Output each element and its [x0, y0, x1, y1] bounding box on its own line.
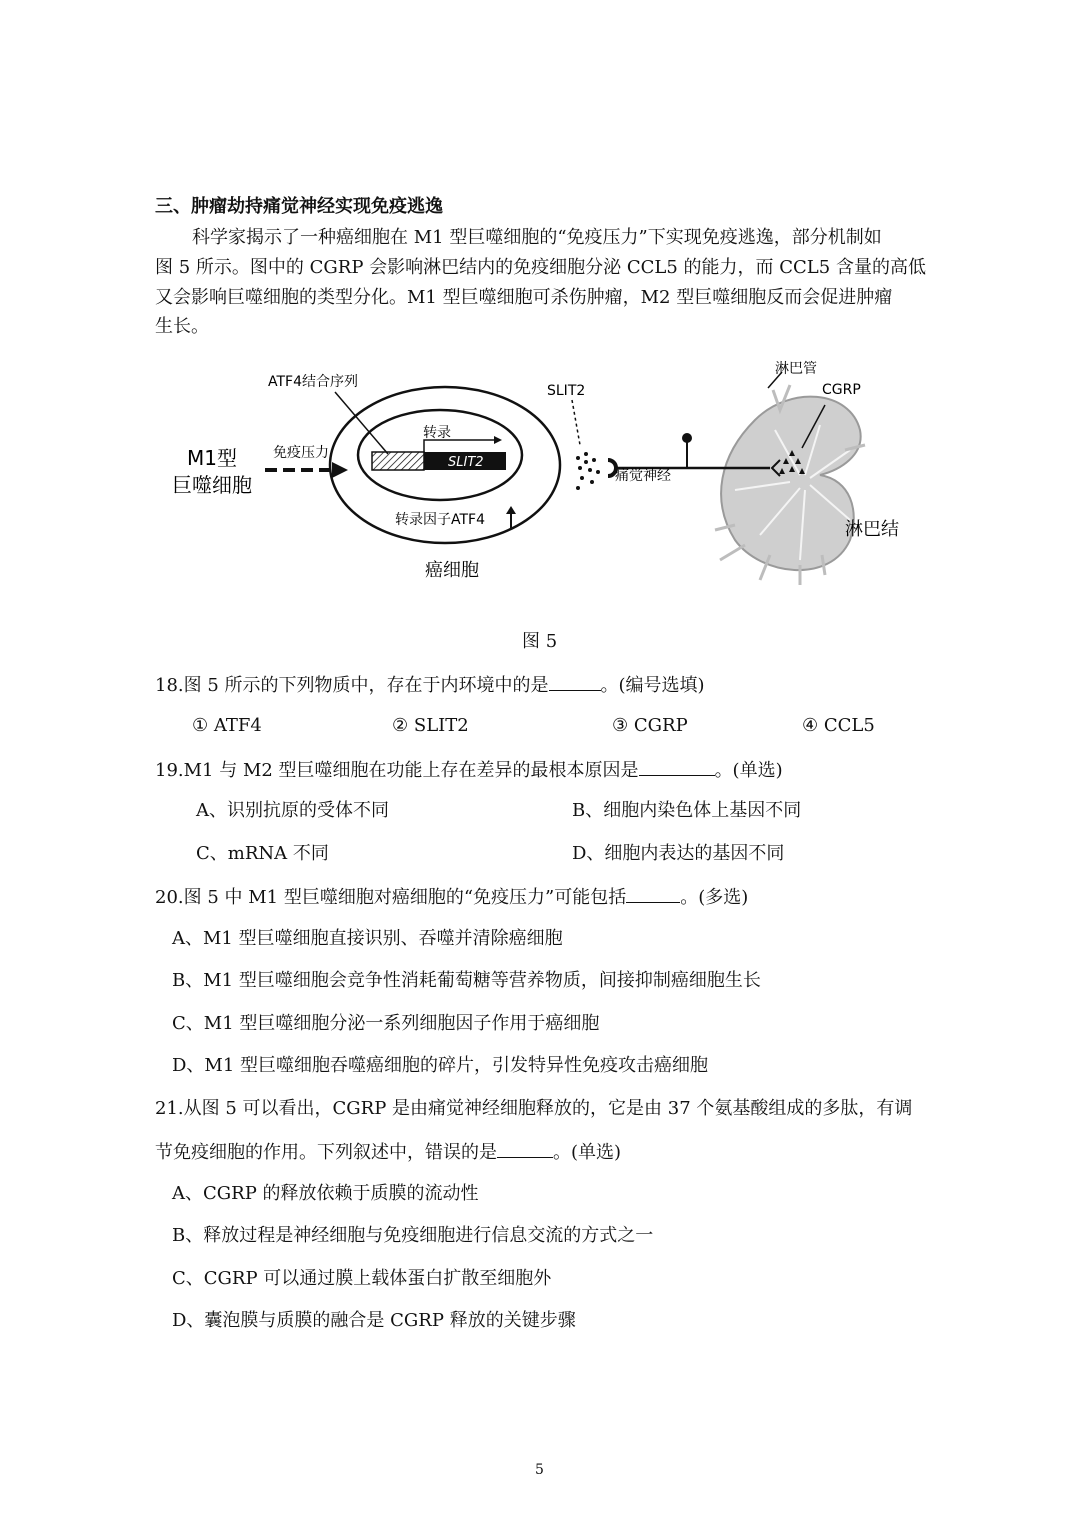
- q18-answer-blank[interactable]: [549, 674, 601, 691]
- q19-option-d: D、细胞内表达的基因不同: [572, 843, 785, 864]
- q20-stem-suffix: 。(多选): [680, 887, 749, 908]
- slit2-secreted-dots: [576, 452, 600, 490]
- intro-line-1: 科学家揭示了一种癌细胞在 M1 型巨噬细胞的“免疫压力”下实现免疫逃逸，部分机制如: [192, 227, 882, 248]
- q19-stem-text: 19.M1 与 M2 型巨噬细胞在功能上存在差异的最根本原因是: [155, 760, 639, 781]
- page-number: 5: [535, 1462, 544, 1478]
- figure-5-diagram: [160, 350, 920, 610]
- label-slit2: SLIT2: [547, 383, 586, 399]
- q21-answer-blank[interactable]: [497, 1141, 553, 1158]
- q21-option-c: C、CGRP 可以通过膜上载体蛋白扩散至细胞外: [172, 1268, 552, 1289]
- q19-stem-suffix: 。(单选): [714, 760, 783, 781]
- q19-option-c: C、mRNA 不同: [196, 843, 329, 864]
- label-cgrp: CGRP: [822, 382, 861, 398]
- q18-option-3: ③ CGRP: [612, 715, 688, 736]
- q21-stem-line-2: [155, 1141, 621, 1163]
- q19-answer-blank[interactable]: [639, 759, 715, 776]
- label-slit2-gene: SLIT2: [448, 455, 484, 470]
- q20-stem-text: 20.图 5 中 M1 型巨噬细胞对癌细胞的“免疫压力”可能包括: [155, 887, 627, 908]
- q18-option-2: ② SLIT2: [392, 715, 469, 736]
- label-immune-pressure: 免疫压力: [273, 445, 329, 461]
- intro-line-3: 又会影响巨噬细胞的类型分化。M1 型巨噬细胞可杀伤肿瘤，M2 型巨噬细胞反而会促进肿瘤: [155, 287, 893, 308]
- q20-option-c: C、M1 型巨噬细胞分泌一系列细胞因子作用于癌细胞: [172, 1013, 600, 1034]
- atf4-binding-sequence-box: [372, 452, 424, 470]
- q19-option-b: B、细胞内染色体上基因不同: [572, 800, 802, 821]
- label-transcription: 转录: [423, 425, 451, 441]
- label-lymph-vessel: 淋巴管: [775, 361, 817, 377]
- label-cancer-cell: 癌细胞: [425, 560, 479, 581]
- q20-option-b: B、M1 型巨噬细胞会竞争性消耗葡萄糖等营养物质，间接抑制癌细胞生长: [172, 970, 761, 991]
- q21-option-a: A、CGRP 的释放依赖于质膜的流动性: [172, 1183, 479, 1204]
- label-lymph-node: 淋巴结: [845, 519, 899, 540]
- q20-stem: [155, 886, 748, 908]
- label-atf4-binding-sequence: ATF4结合序列: [268, 374, 359, 390]
- q18-option-1: ① ATF4: [192, 715, 262, 736]
- immune-pressure-arrow: [265, 462, 348, 478]
- q18-stem-suffix: 。(编号选填): [600, 675, 705, 696]
- q21-option-d: D、囊泡膜与质膜的融合是 CGRP 释放的关键步骤: [172, 1310, 576, 1331]
- q18-stem: [155, 674, 705, 696]
- figure-caption: 图 5: [522, 631, 558, 652]
- q21-stem-line-1: 21.从图 5 可以看出，CGRP 是由痛觉神经细胞释放的，它是由 37 个氨基酸组成的多肽，有调: [155, 1098, 913, 1119]
- lymph-node-graphic: [715, 385, 865, 585]
- label-pain-nerve: 痛觉神经: [615, 468, 671, 484]
- label-tf-atf4: 转录因子ATF4: [395, 512, 486, 528]
- q21-stem-text: 节免疫细胞的作用。下列叙述中，错误的是: [155, 1142, 497, 1163]
- q20-option-a: A、M1 型巨噬细胞直接识别、吞噬并清除癌细胞: [172, 928, 563, 949]
- q19-stem: [155, 759, 783, 781]
- q20-option-d: D、M1 型巨噬细胞吞噬癌细胞的碎片，引发特异性免疫攻击癌细胞: [172, 1055, 709, 1076]
- q18-option-4: ④ CCL5: [802, 715, 875, 736]
- q19-option-a: A、识别抗原的受体不同: [196, 800, 389, 821]
- q20-answer-blank[interactable]: [626, 886, 680, 903]
- label-m1-line2: 巨噬细胞: [172, 473, 252, 497]
- intro-line-2: 图 5 所示。图中的 CGRP 会影响淋巴结内的免疫细胞分泌 CCL5 的能力，而 CCL5 含量的高低: [155, 257, 926, 278]
- section-title: 三、肿瘤劫持痛觉神经实现免疫逃逸: [155, 196, 443, 217]
- q21-stem-suffix: 。(单选): [553, 1142, 622, 1163]
- label-m1-line1: M1型: [187, 446, 237, 470]
- q18-stem-text: 18.图 5 所示的下列物质中，存在于内环境中的是: [155, 675, 549, 696]
- intro-line-4: 生长。: [155, 316, 209, 337]
- q21-option-b: B、释放过程是神经细胞与免疫细胞进行信息交流的方式之一: [172, 1225, 654, 1246]
